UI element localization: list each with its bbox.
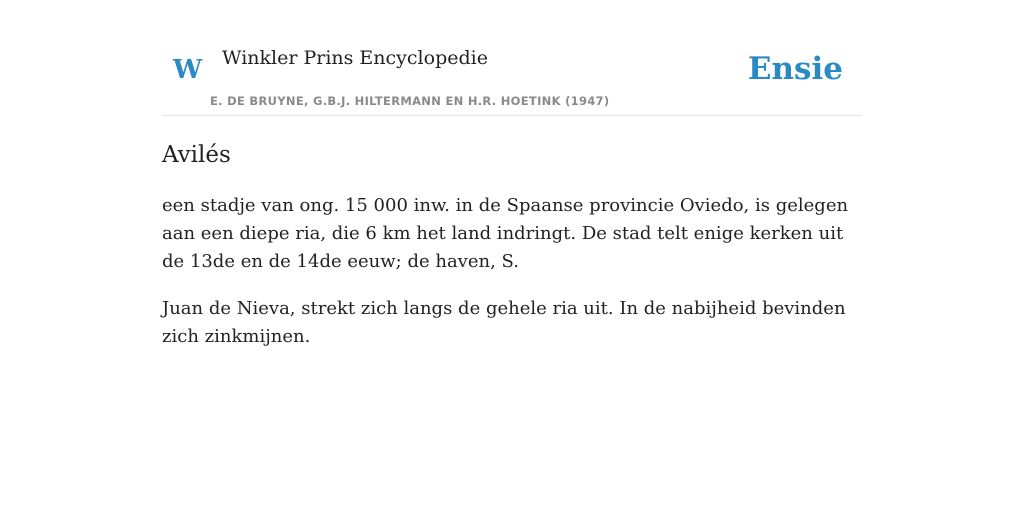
article-paragraph: een stadje van ong. 15 000 inw. in de Spaanse provincie Oviedo, is gelegen aan een diepe ria, die 6 km het land indringt. De stad telt enige kerken uit de 13de en de 14de eeuw; de haven, S. [162, 195, 849, 272]
ensie-logo-link[interactable]: Ensie [747, 51, 843, 87]
article-title: Avilés [162, 142, 231, 168]
article-paragraph: Juan de Nieva, strekt zich langs de gehele ria uit. In de nabijheid bevinden zich zinkmijnen. [162, 298, 846, 347]
encyclopedia-title[interactable]: Winkler Prins Encyclopedie [222, 47, 488, 69]
encyclopedia-authors: E. DE BRUYNE, G.B.J. HILTERMANN EN H.R. HOETINK (1947) [210, 94, 610, 108]
encyclopedia-logo-icon[interactable]: W [173, 55, 203, 85]
page-container [162, 0, 862, 347]
header [162, 0, 862, 116]
